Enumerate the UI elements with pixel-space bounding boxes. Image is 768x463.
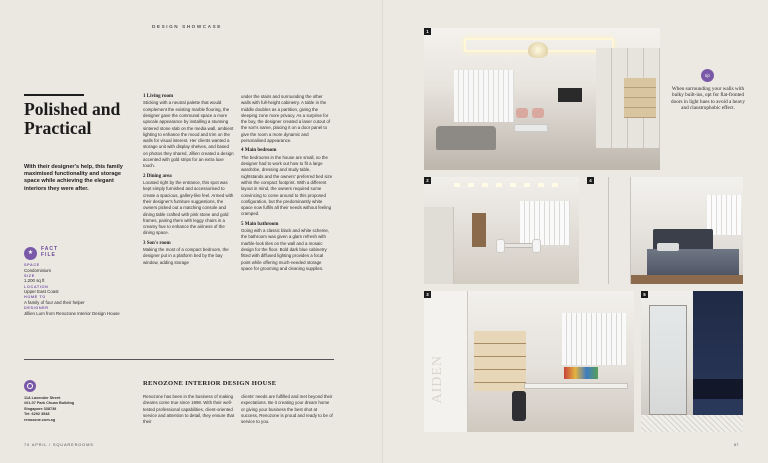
dining-chair xyxy=(532,239,541,253)
wardrobe xyxy=(587,177,631,284)
dining-chair xyxy=(496,239,505,253)
gaming-chair xyxy=(512,391,526,421)
company-blurb-right: clients' needs are fulfilled and met beyond their expectations. Be it creating your dream home or giving your business the best shot at success, Renozone is proud and ready to be of service to you. xyxy=(241,394,333,425)
bay-window xyxy=(562,313,626,365)
wood-floor xyxy=(631,275,743,284)
company-address xyxy=(24,396,104,423)
fact-file-list xyxy=(24,263,124,317)
section-heading-living-room: 1 Living room xyxy=(143,94,174,99)
photo-main-bathroom xyxy=(641,291,743,432)
address-phone: Tel: 6292 3548 xyxy=(24,412,50,417)
chandelier xyxy=(528,42,548,58)
fact-label: DESIGNER xyxy=(24,306,49,311)
section-heading-dining-area: 2 Dining area xyxy=(143,173,172,179)
section-body-sons-room-part: Making the most of a compact bedroom, the designer put in a platform bed by the bay window, adding storage xyxy=(143,247,229,265)
name-cutout: AIDEN xyxy=(430,355,445,404)
photo-number: 1 xyxy=(424,28,431,35)
body-column-2 xyxy=(241,94,333,274)
fact-value: A family of four and their helper xyxy=(24,299,85,305)
fact-label: LOCATION xyxy=(24,284,49,289)
armchair xyxy=(532,108,544,118)
window-blinds xyxy=(454,70,514,122)
company-name: RENOZONE INTERIOR DESIGN HOUSE xyxy=(143,380,277,387)
section-kicker: DESIGN SHOWCASE xyxy=(152,24,222,29)
armchair xyxy=(516,108,528,118)
address-line: 11A Lavender Street xyxy=(24,396,61,400)
article-intro: With their designer's help, this family maximised functionality and storage space while achieving the elegant interiors they were after. xyxy=(24,164,123,192)
fact-value: Upper East Coast xyxy=(24,289,59,295)
mosaic-floor xyxy=(641,415,743,432)
photo-number: 4 xyxy=(587,177,594,184)
tip-icon: tip xyxy=(701,69,714,82)
dark-blue-cabinetry xyxy=(693,291,743,432)
photo-dining-area xyxy=(424,177,579,284)
address-line: #01-07 Park Chuan Building xyxy=(24,401,75,406)
section-heading-sons-room: 3 Son's room xyxy=(143,240,171,246)
location-pin-icon xyxy=(24,380,36,392)
window-blinds xyxy=(520,201,570,245)
photo-number: 3 xyxy=(424,291,431,298)
ceiling-lights xyxy=(454,183,564,187)
section-heading-main-bedroom: 4 Main bedroom xyxy=(241,148,277,154)
section-body-living-room: Sticking with a neutral palette that would complement the existing marble flooring, the designer gave the communal space a more upscale appearance by installing a stunning sintered stone slab on the media wall, ambient lighting to enhance the mood and trim on the walls for visual interest. Her clients wanted a storage unit with display shelves, and based on photos they shared, Jillien created a design accented with gold strips for an extra luxe touch. xyxy=(143,100,234,169)
photo-number: 5 xyxy=(641,291,648,298)
fact-label: SIZE xyxy=(24,273,35,278)
address-line: Singapore 338739 xyxy=(24,406,57,411)
toy-display xyxy=(564,367,598,379)
photo-main-bedroom xyxy=(587,177,743,284)
photo-sons-room xyxy=(424,291,634,432)
company-blurb-left: Renozone has been in the business of making dreams come true since 1998. With their well-tested professional capabilities, client-oriented service and attention to detail, they ensure that their xyxy=(143,394,235,425)
display-shelves xyxy=(624,78,656,118)
sofa xyxy=(436,126,496,150)
section-body-main-bathroom: Going with a classic black and white scheme, the bathroom was given a glam refresh with marble-look tiles on the wall and a mosaic design for the floor. Bold dark blue cabinetry fitted with diffused lighting provides a focal point while offering much-needed storage space for grooming and cleaning supplies. xyxy=(241,228,330,271)
fact-file-badge-label: FACT xyxy=(41,246,59,252)
desk xyxy=(524,383,628,389)
fact-value: Jillien Lum from Renozone Interior Design House xyxy=(24,310,120,316)
display-shelves xyxy=(474,331,526,391)
section-body-main-bedroom: The bedrooms in the house are small, so the designer had to work out how to fit a large wardrobe, dressing and study table, nightstands and the owners' preferred bed size within the compact footprint. With a different layout in mind, the owners required some convincing to come around to this proposed configuration, but the predominantly white space now fulfils all their needs without feeling cramped. xyxy=(241,154,333,217)
headline-rule xyxy=(24,94,84,96)
fact-value: Condominium xyxy=(24,267,52,273)
wall-panel xyxy=(424,207,454,284)
fact-label: HOME TO xyxy=(24,295,46,300)
photo-living-room xyxy=(424,28,660,170)
pillow xyxy=(657,243,679,251)
fact-label: SPACE xyxy=(24,263,40,267)
television xyxy=(558,88,582,102)
vanity xyxy=(693,379,743,399)
divider xyxy=(24,359,334,360)
section-body-dining-area: Located right by the entrance, this spot was kept simply furnished and accessorised to create a spacious, gallery-like feel. Armed with their designer's furniture suggestions, the owners picked out a matching console and dining table crafted with pink stone and gold frames, pairing them with leggy chairs in a creamy hue to enhance the airiness of the dining space. xyxy=(143,180,234,236)
section-heading-main-bathroom: 5 Main bathroom xyxy=(241,221,279,227)
tip-text: When surrounding your walls with bulky built-ins, opt for flat-fronted doors in light hues to avoid a heavy and claustrophobic effect. xyxy=(671,86,745,112)
coffee-table xyxy=(514,124,548,132)
address-website-link[interactable]: renozone.com.sg xyxy=(24,417,56,422)
body-column-1 xyxy=(143,94,235,268)
folio-right: 67 xyxy=(734,442,739,447)
section-body-sons-room-cont: under the stairs and surrounding the other walls with full-height cabinetry. A table in the middle doubles as a partition, giving the sleeping zone more privacy. As a surprise for the boy, the designer created a laser cutout of the son's name, placing it on a door panel to give the room a more dynamic and personalised appearance. xyxy=(241,94,331,144)
fact-file-icon: ★ xyxy=(24,247,37,260)
fact-file-title-label: FILE xyxy=(41,251,56,258)
photo-number: 2 xyxy=(424,177,431,184)
fact-file-title xyxy=(41,247,58,258)
article-headline: Polished and Practical xyxy=(24,99,121,138)
folio-left: 70 APRIL / SQUAREROOMS xyxy=(24,442,94,447)
fact-value: 1,200 sq ft xyxy=(24,278,45,284)
shower-glass xyxy=(649,305,687,415)
entrance-door xyxy=(472,213,486,247)
